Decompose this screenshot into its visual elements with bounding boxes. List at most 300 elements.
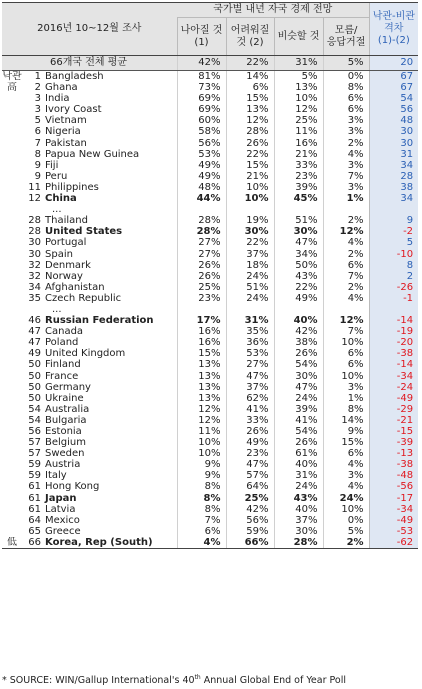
same-cell: 13% [274, 82, 323, 93]
rank-cell: 50 [28, 370, 41, 382]
same-cell: 37% [274, 515, 323, 526]
source-note [2, 674, 346, 686]
worse-cell: 59% [226, 526, 274, 537]
source-suffix: Annual Global End of Year Poll [200, 675, 346, 687]
rank-cell: 12 [28, 193, 41, 205]
diff-cell: 9 [369, 215, 418, 226]
worse-cell: 57% [226, 470, 274, 481]
rank-cell: 5 [34, 115, 41, 127]
table-row [2, 271, 418, 282]
average-row [2, 56, 418, 71]
diff-header-line-2: 격차 [384, 23, 404, 34]
same-cell: 16% [274, 138, 323, 149]
worse-cell [226, 304, 274, 315]
country-cell: Portugal [45, 237, 87, 249]
dk-cell: 4% [323, 149, 369, 160]
worse-cell: 10% [226, 193, 274, 204]
dk-cell: 0% [323, 71, 369, 83]
dk-cell: 4% [323, 237, 369, 248]
worse-cell: 51% [226, 282, 274, 293]
country-cell: Vietnam [45, 115, 87, 127]
rank-cell: 34 [28, 281, 41, 293]
better-cell: 53% [177, 149, 226, 160]
same-cell: 47% [274, 237, 323, 248]
same-cell: 43% [274, 493, 323, 504]
worse-cell: 33% [226, 415, 274, 426]
rank-cell: 61 [28, 481, 41, 493]
diff-cell [369, 304, 418, 315]
dk-cell: 1% [323, 193, 369, 204]
country-cell: Greece [45, 525, 81, 537]
worse-header-line-2: 것 (2) [236, 36, 264, 48]
dk-cell: 6% [323, 348, 369, 359]
country-cell: Ukraine [45, 392, 84, 404]
country-cell: Russian Federation [45, 315, 154, 327]
survey-period-header: 2016년 10~12월 조사 [2, 3, 177, 56]
same-cell: 61% [274, 448, 323, 459]
diff-cell: -1 [369, 293, 418, 304]
average-same: 31% [274, 56, 323, 71]
table-row [2, 504, 418, 515]
dk-cell: 9% [323, 426, 369, 437]
better-cell: 7% [177, 515, 226, 526]
side-label: 低 [2, 537, 22, 549]
country-cell: Bangladesh [45, 71, 104, 82]
table-row [2, 182, 418, 193]
dk-cell: 4% [323, 459, 369, 470]
table-row [2, 249, 418, 260]
same-cell: 26% [274, 348, 323, 359]
worse-cell: 64% [226, 481, 274, 492]
diff-cell: 8 [369, 260, 418, 271]
dk-cell: 12% [323, 226, 369, 237]
diff-header-line-3: (1)-(2) [377, 35, 410, 46]
economic-outlook-table [2, 2, 418, 549]
diff-cell: -34 [369, 371, 418, 382]
diff-column-header [369, 3, 418, 56]
same-cell: 24% [274, 481, 323, 492]
dk-cell: 3% [323, 126, 369, 137]
same-cell: 43% [274, 271, 323, 282]
same-cell: 24% [274, 393, 323, 404]
rank-cell: 49 [28, 348, 41, 360]
side-label [2, 249, 22, 260]
diff-cell: -15 [369, 426, 418, 437]
rank-cell: 59 [28, 470, 41, 482]
dk-cell: 2% [323, 215, 369, 226]
rank-cell: 32 [28, 259, 41, 271]
same-cell: 40% [274, 315, 323, 326]
same-cell: 28% [274, 537, 323, 549]
side-label: 낙관 [2, 71, 22, 82]
better-cell: 58% [177, 126, 226, 137]
country-cell: Finland [45, 359, 81, 371]
rank-cell: 57 [28, 448, 41, 460]
better-cell: 13% [177, 371, 226, 382]
dk-cell: 7% [323, 271, 369, 282]
better-cell: 25% [177, 282, 226, 293]
country-cell: China [45, 193, 77, 205]
table-row [2, 160, 418, 171]
rank-cell: 9 [34, 159, 41, 171]
same-cell: 11% [274, 126, 323, 137]
side-label [2, 415, 22, 426]
same-cell [274, 304, 323, 315]
country-cell: Thailand [45, 215, 88, 227]
table-row [2, 71, 418, 83]
same-cell: 54% [274, 359, 323, 370]
table-row [2, 171, 418, 182]
worse-cell: 6% [226, 82, 274, 93]
average-label: 66개국 전체 평균 [2, 56, 177, 71]
country-cell: Czech Republic [45, 292, 122, 304]
country-cell: United Kingdom [45, 348, 126, 360]
side-label [2, 237, 22, 248]
side-label [2, 426, 22, 437]
source-sup: th [194, 674, 201, 681]
country-cell: Spain [45, 248, 73, 260]
side-label [2, 104, 22, 115]
average-dk: 5% [323, 56, 369, 71]
side-label [2, 304, 22, 315]
rank-cell: 35 [28, 292, 41, 304]
same-cell: 50% [274, 260, 323, 271]
worse-cell: 26% [226, 426, 274, 437]
country-cell: Japan [45, 492, 77, 504]
dk-cell: 2% [323, 537, 369, 549]
side-label [2, 493, 22, 504]
worse-cell: 53% [226, 348, 274, 359]
diff-header-line-1: 낙관-비관 [372, 11, 415, 22]
same-cell: 25% [274, 115, 323, 126]
better-header-line-1: 나아질 것 [180, 24, 223, 36]
same-cell: 39% [274, 182, 323, 193]
diff-cell: -39 [369, 437, 418, 448]
table-row [2, 226, 418, 237]
diff-cell: -48 [369, 470, 418, 481]
better-cell: 9% [177, 459, 226, 470]
better-cell: 10% [177, 437, 226, 448]
side-label [2, 448, 22, 459]
same-cell: 51% [274, 215, 323, 226]
country-cell: Poland [45, 337, 79, 349]
same-cell: 26% [274, 437, 323, 448]
better-cell: 44% [177, 193, 226, 204]
better-cell: 26% [177, 260, 226, 271]
better-cell: 13% [177, 359, 226, 370]
better-cell: 16% [177, 326, 226, 337]
diff-cell: -49 [369, 515, 418, 526]
diff-cell: 38 [369, 182, 418, 193]
worse-cell: 13% [226, 104, 274, 115]
diff-cell: -56 [369, 481, 418, 492]
same-cell [274, 204, 323, 215]
worse-cell: 27% [226, 359, 274, 370]
rank-cell: 47 [28, 326, 41, 338]
table-row [2, 437, 418, 448]
dk-cell: 2% [323, 249, 369, 260]
better-cell: 17% [177, 315, 226, 326]
dk-cell: 6% [323, 260, 369, 271]
better-cell: 9% [177, 470, 226, 481]
country-cell: Korea, Rep (South) [44, 537, 177, 549]
rank-cell: 2 [34, 82, 41, 94]
better-cell: 27% [177, 237, 226, 248]
diff-cell: 30 [369, 126, 418, 137]
worse-cell: 66% [226, 537, 274, 549]
diff-cell: 28 [369, 171, 418, 182]
country-cell: Philippines [45, 181, 99, 193]
country-cell: Australia [45, 403, 90, 415]
table-row [2, 426, 418, 437]
table-row [2, 282, 418, 293]
diff-cell: 54 [369, 93, 418, 104]
better-cell: 27% [177, 249, 226, 260]
side-label [2, 282, 22, 293]
diff-cell: -29 [369, 404, 418, 415]
diff-cell [369, 204, 418, 215]
side-label [2, 126, 22, 137]
worse-cell: 22% [226, 237, 274, 248]
dk-cell [323, 204, 369, 215]
ellipsis-row [2, 304, 418, 315]
diff-cell: 5 [369, 237, 418, 248]
worse-cell: 22% [226, 149, 274, 160]
average-better: 42% [177, 56, 226, 71]
same-cell: 40% [274, 504, 323, 515]
dk-cell: 1% [323, 393, 369, 404]
diff-cell: 67 [369, 71, 418, 83]
side-label [2, 182, 22, 193]
side-label [2, 470, 22, 481]
table-row [2, 149, 418, 160]
side-label [2, 293, 22, 304]
same-cell: 34% [274, 249, 323, 260]
dk-cell: 3% [323, 470, 369, 481]
side-label: 高 [7, 82, 17, 94]
country-cell: Austria [45, 459, 81, 471]
side-label [2, 404, 22, 415]
better-cell: 15% [177, 348, 226, 359]
country-cell: France [45, 370, 79, 382]
average-diff: 20 [369, 56, 418, 71]
same-cell: 22% [274, 282, 323, 293]
side-label [2, 393, 22, 404]
better-cell: 12% [177, 404, 226, 415]
diff-cell: -62 [369, 537, 418, 549]
diff-cell: 2 [369, 271, 418, 282]
diff-cell: -10 [369, 249, 418, 260]
dk-cell: 3% [323, 382, 369, 393]
table-row [2, 138, 418, 149]
table-row [2, 293, 418, 304]
table-row [2, 337, 418, 348]
worse-cell: 12% [226, 115, 274, 126]
dk-cell: 6% [323, 448, 369, 459]
better-cell: 69% [177, 93, 226, 104]
dk-cell: 8% [323, 404, 369, 415]
worse-cell: 24% [226, 271, 274, 282]
country-cell: Italy [45, 470, 67, 482]
table-row [2, 470, 418, 481]
worse-cell: 21% [226, 171, 274, 182]
worse-header-line-1: 어려워질 [230, 24, 270, 36]
rank-cell: 56 [28, 426, 41, 437]
table-row [2, 82, 418, 93]
rank-cell: 32 [28, 270, 41, 282]
better-cell: 28% [177, 215, 226, 226]
better-cell: 8% [177, 481, 226, 492]
rank-cell: 30 [28, 237, 41, 249]
diff-cell: -14 [369, 359, 418, 370]
rank-cell: 3 [34, 93, 41, 105]
worse-cell: 37% [226, 249, 274, 260]
side-label [2, 337, 22, 348]
better-cell: 56% [177, 138, 226, 149]
better-cell: 28% [177, 226, 226, 237]
better-cell: 60% [177, 115, 226, 126]
worse-cell [226, 204, 274, 215]
side-label [2, 93, 22, 104]
dk-cell: 24% [323, 493, 369, 504]
country-cell: Canada [45, 326, 84, 338]
worse-cell: 35% [226, 326, 274, 337]
table-row [2, 359, 418, 370]
table-row [2, 326, 418, 337]
average-worse: 22% [226, 56, 274, 71]
side-label [2, 149, 22, 160]
dk-cell: 5% [323, 526, 369, 537]
table-row [2, 348, 418, 359]
better-cell [177, 204, 226, 215]
country-cell: Hong Kong [45, 481, 100, 493]
table-row [2, 515, 418, 526]
dk-cell: 6% [323, 93, 369, 104]
worse-cell: 23% [226, 448, 274, 459]
rank-cell: 6 [34, 126, 41, 138]
diff-cell: -19 [369, 326, 418, 337]
rank-cell: 54 [28, 414, 41, 426]
country-cell: ... [52, 303, 62, 315]
same-cell: 42% [274, 326, 323, 337]
rank-cell: 28 [28, 226, 41, 238]
dk-cell: 3% [323, 182, 369, 193]
diff-cell: 31 [369, 149, 418, 160]
rank-cell: 3 [34, 104, 41, 116]
dk-cell: 3% [323, 115, 369, 126]
dk-header-line-2: 응답거절 [326, 36, 366, 48]
side-label [2, 481, 22, 492]
worse-cell: 18% [226, 260, 274, 271]
better-cell: 81% [177, 71, 226, 83]
country-cell: Fiji [45, 159, 59, 171]
country-cell: Denmark [45, 259, 91, 271]
dk-cell: 7% [323, 171, 369, 182]
same-cell: 49% [274, 293, 323, 304]
diff-cell: -38 [369, 348, 418, 359]
rank-cell: 11 [28, 181, 41, 193]
dk-cell: 8% [323, 82, 369, 93]
diff-cell: 67 [369, 82, 418, 93]
worse-cell: 36% [226, 337, 274, 348]
rank-cell: 65 [28, 525, 41, 537]
better-cell: 4% [177, 537, 226, 549]
rank-cell: 61 [28, 492, 41, 504]
dk-cell: 6% [323, 359, 369, 370]
side-label [2, 348, 22, 359]
worse-cell: 47% [226, 459, 274, 470]
same-cell: 12% [274, 104, 323, 115]
ellipsis-row [2, 204, 418, 215]
same-cell: 54% [274, 426, 323, 437]
country-cell: Sweden [45, 448, 85, 460]
table-body [2, 56, 418, 549]
rank-cell: 50 [28, 392, 41, 404]
country-cell: Papua New Guinea [45, 148, 140, 160]
worse-cell: 26% [226, 138, 274, 149]
same-cell: 30% [274, 526, 323, 537]
side-label [2, 526, 22, 537]
country-cell: United States [45, 226, 123, 238]
same-cell: 31% [274, 470, 323, 481]
rank-cell [22, 304, 44, 315]
table-row [2, 481, 418, 492]
table-row [2, 448, 418, 459]
rank-cell: 30 [28, 248, 41, 260]
table-row [2, 193, 418, 204]
better-cell: 69% [177, 104, 226, 115]
better-cell: 16% [177, 337, 226, 348]
side-label [2, 193, 22, 204]
dk-cell: 3% [323, 160, 369, 171]
diff-cell: 48 [369, 115, 418, 126]
worse-cell: 30% [226, 226, 274, 237]
rank-cell: 9 [34, 170, 41, 182]
country-cell: Peru [45, 170, 68, 182]
better-cell: 12% [177, 415, 226, 426]
dk-cell: 6% [323, 104, 369, 115]
diff-cell: -14 [369, 315, 418, 326]
worse-cell: 37% [226, 382, 274, 393]
table-row [2, 260, 418, 271]
diff-cell: 56 [369, 104, 418, 115]
diff-cell: -34 [369, 504, 418, 515]
same-cell: 47% [274, 382, 323, 393]
dk-header-line-1: 모름/ [334, 24, 358, 36]
table-row [2, 493, 418, 504]
table-row [2, 404, 418, 415]
better-cell: 13% [177, 393, 226, 404]
side-label [2, 359, 22, 370]
country-cell: Norway [45, 270, 83, 282]
country-cell: Ivory Coast [45, 104, 102, 116]
side-label [2, 138, 22, 149]
dk-cell: 2% [323, 282, 369, 293]
table-row [2, 126, 418, 137]
table-row [2, 459, 418, 470]
side-label [2, 515, 22, 526]
worse-cell: 42% [226, 504, 274, 515]
worse-column-header [226, 18, 274, 56]
worse-cell: 56% [226, 515, 274, 526]
diff-cell: -13 [369, 448, 418, 459]
table-row [2, 371, 418, 382]
worse-cell: 47% [226, 371, 274, 382]
dk-cell: 10% [323, 504, 369, 515]
same-cell: 38% [274, 337, 323, 348]
diff-cell: -21 [369, 415, 418, 426]
rank-cell: 1 [34, 71, 41, 82]
